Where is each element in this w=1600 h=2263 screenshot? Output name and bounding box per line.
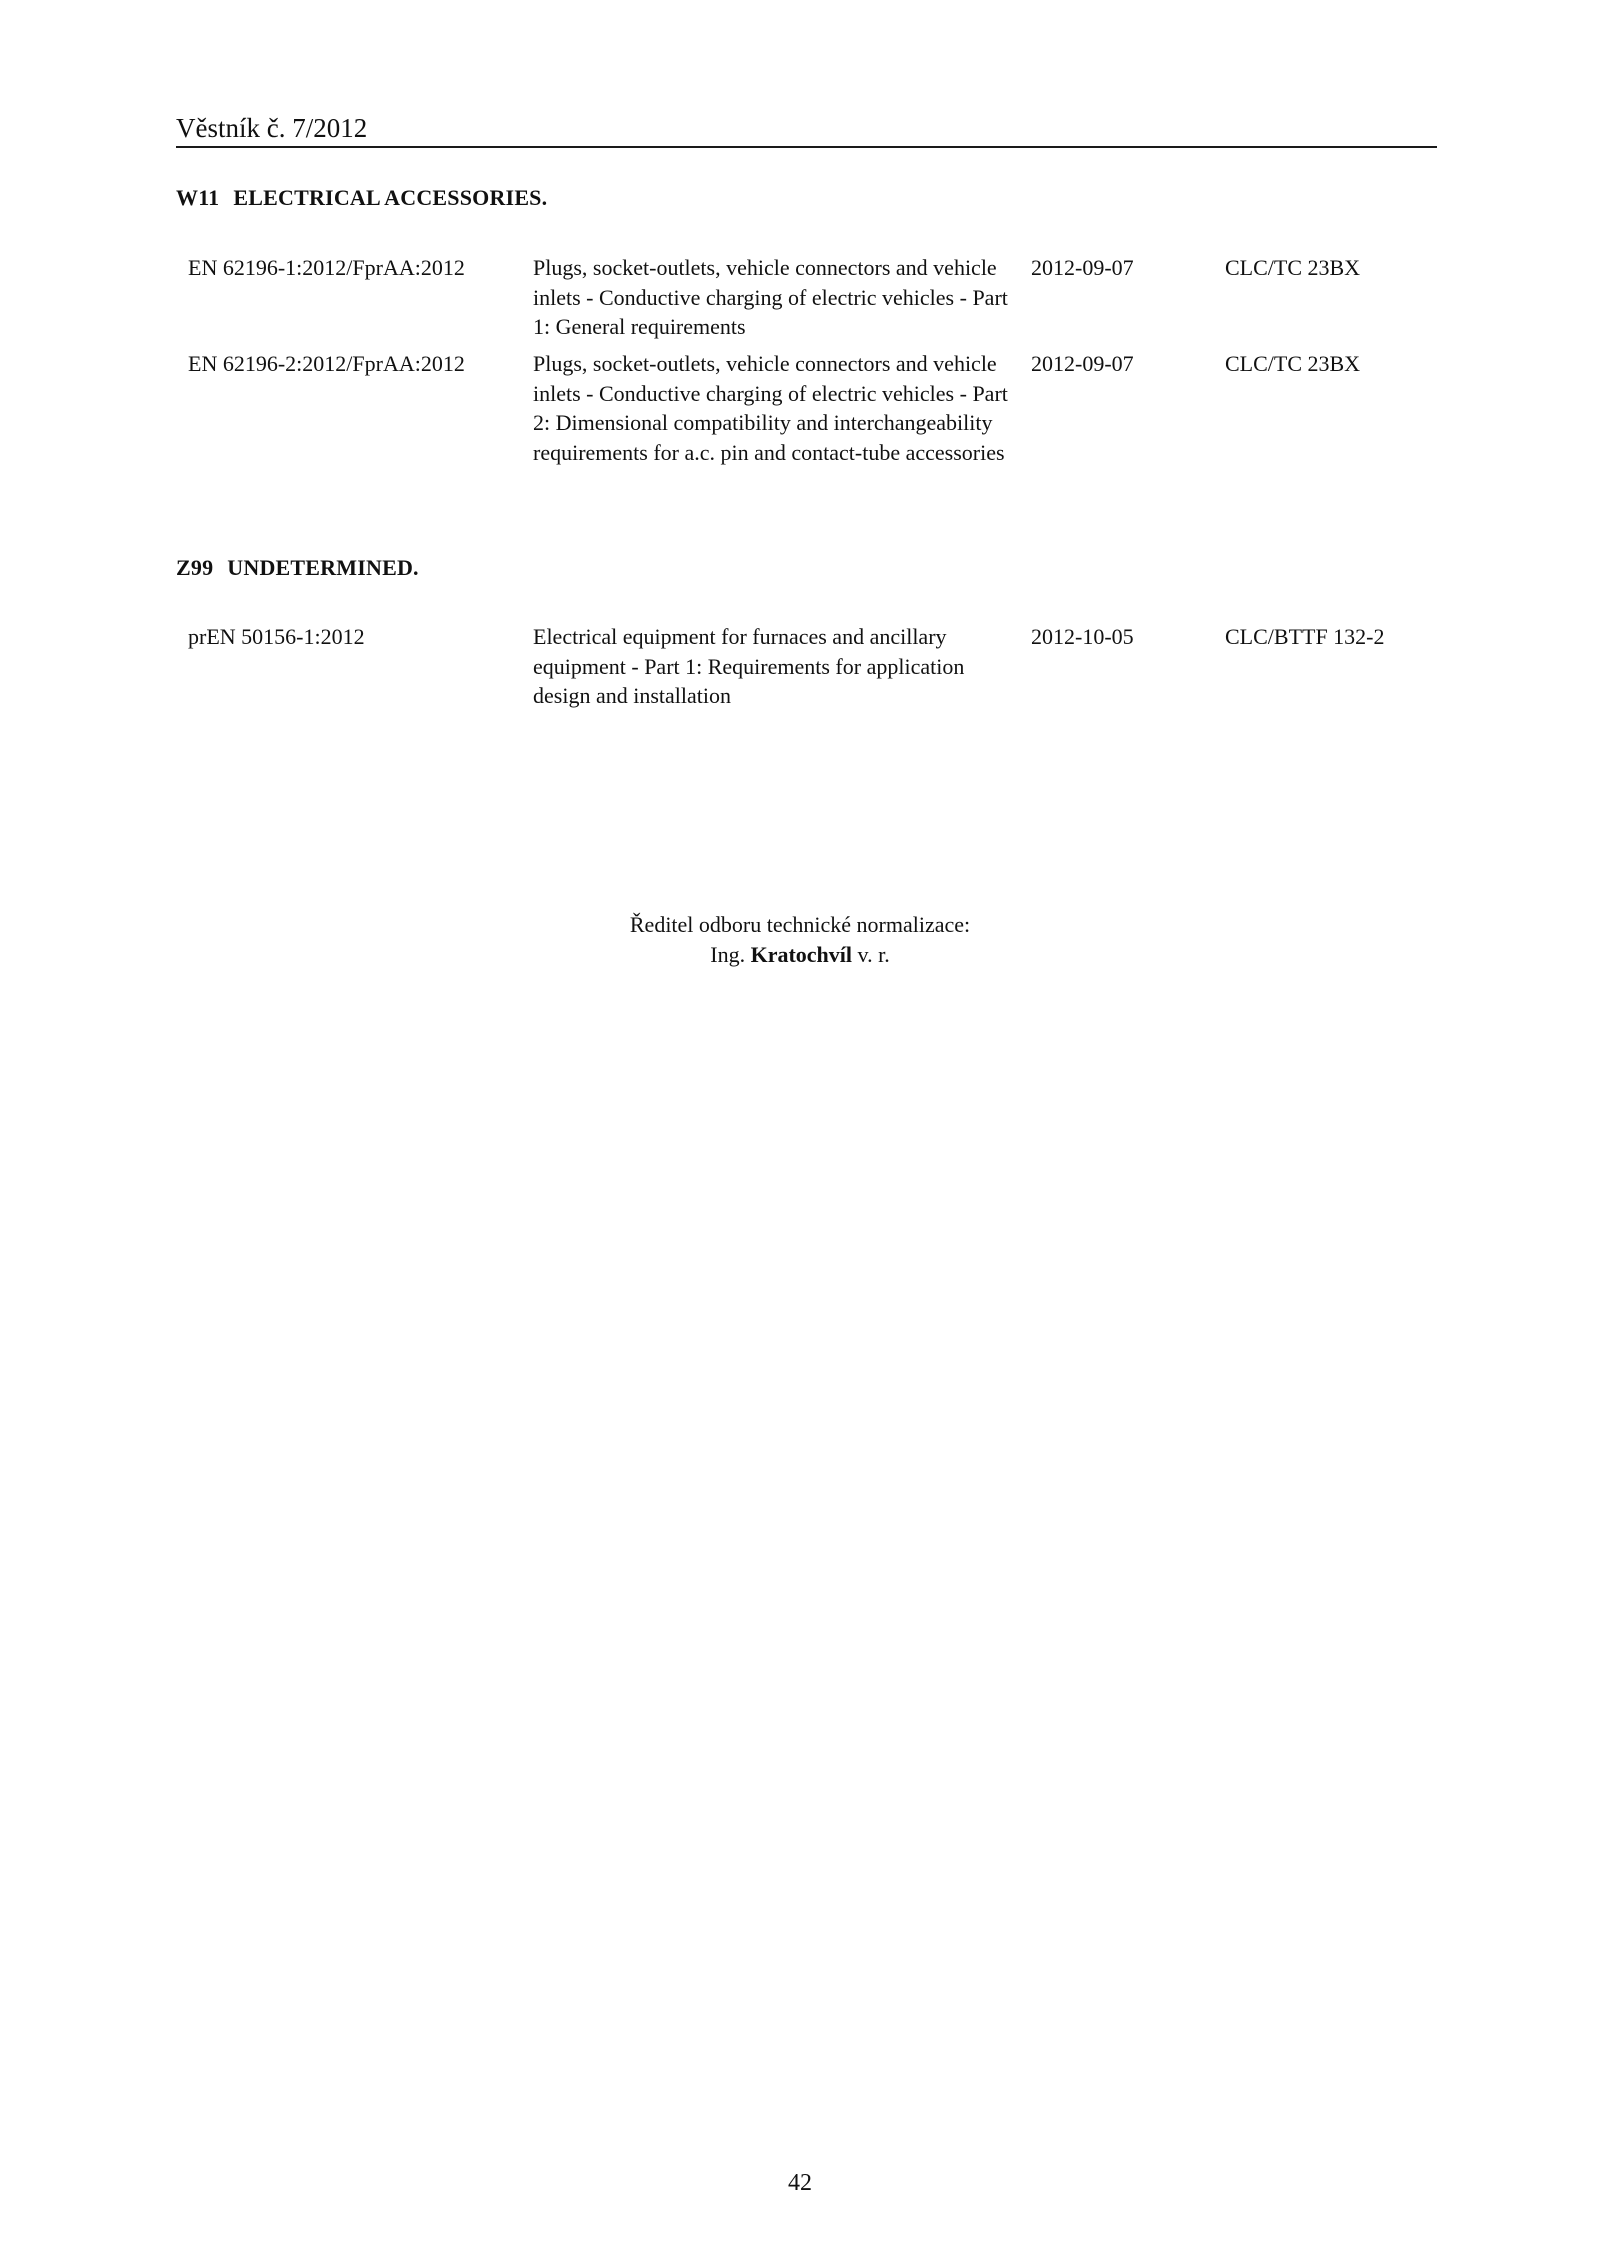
section-title: UNDETERMINED. [227,555,419,580]
signatory-line [0,940,1600,970]
standard-date: 2012-09-07 [1031,255,1134,280]
standard-code: prEN 50156-1:2012 [188,624,365,649]
page-number: 42 [788,2170,812,2196]
signatory-prefix: Ing. [710,941,746,967]
technical-committee: CLC/TC 23BX [1225,351,1361,376]
signatory-suffix: v. r. [857,941,890,967]
section-code: W11 [176,185,220,210]
standard-title: Plugs, socket-outlets, vehicle connectors and vehicle inlets - Conductive charging of electric vehicles - Part 1: General requirements [533,255,1008,339]
header-divider [176,146,1437,148]
signature-block [0,910,1600,969]
section-heading-w11 [176,184,547,212]
standard-date: 2012-10-05 [1031,624,1134,649]
standard-title: Plugs, socket-outlets, vehicle connectors and vehicle inlets - Conductive charging of electric vehicles - Part 2: Dimensional compatibility and interchangeability requirements for a.c. pin and contact-tube accessories [533,351,1008,465]
section-title: ELECTRICAL ACCESSORIES. [233,185,548,210]
standard-code: EN 62196-2:2012/FprAA:2012 [188,351,465,376]
section-code: Z99 [176,555,214,580]
standard-date: 2012-09-07 [1031,351,1134,376]
signatory-name: Kratochvíl [750,941,853,967]
signatory-role: Ředitel odboru technické normalizace: [629,912,971,937]
technical-committee: CLC/BTTF 132-2 [1225,624,1385,649]
standard-code: EN 62196-1:2012/FprAA:2012 [188,255,465,280]
standard-title: Electrical equipment for furnaces and ancillary equipment - Part 1: Requirements for application design and installation [533,624,965,708]
technical-committee: CLC/TC 23BX [1225,255,1361,280]
bulletin-title: Věstník č. 7/2012 [176,113,368,143]
section-heading-z99 [176,554,419,582]
